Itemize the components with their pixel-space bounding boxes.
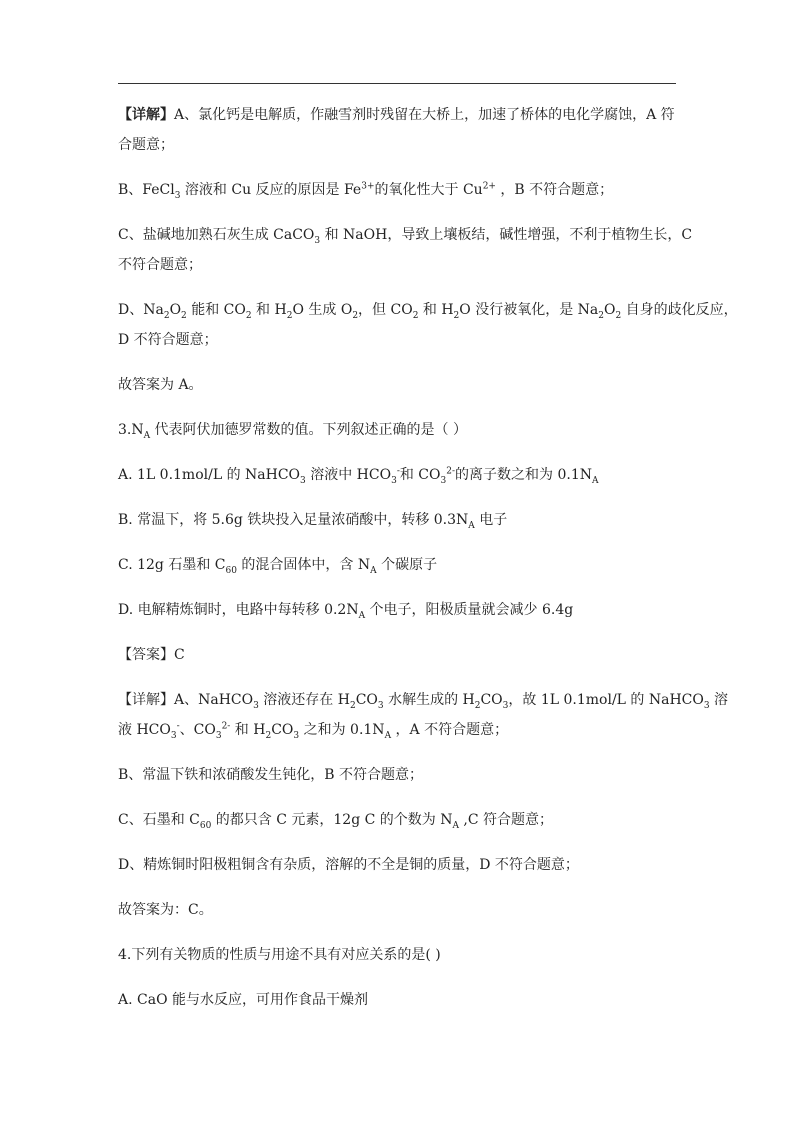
detail-d-line2: D 不符合题意； bbox=[118, 332, 218, 348]
detail3-d: D、精炼铜时阳极粗铜含有杂质，溶解的不全是铜的质量，D 不符合题意； bbox=[118, 857, 579, 873]
detail3-c: C、石墨和 $C_{60}$ 的都只含 C 元素，12g C 的个数为 $N_A$ ,C 符合题意； bbox=[118, 812, 554, 831]
detail-a-line1: 【详解】A、氯化钙是电解质，作融雪剂时残留在大桥上，加速了桥体的电化学腐蚀，A 符 bbox=[118, 107, 675, 123]
detail3-conclusion: 故答案为：C。 bbox=[118, 902, 213, 918]
question-3-option-c: C. 12g 石墨和 $C_{60}$ 的混合固体中，含 $N_A$ 个碳原子 bbox=[118, 557, 438, 576]
question-3-stem: $3.N_A$ 代表阿伏加德罗常数的值。下列叙述正确的是（ ） bbox=[118, 422, 468, 441]
question-3-option-b: B. 常温下，将 5.6g 铁块投入足量浓硝酸中，转移 $0.3N_A$ 电子 bbox=[118, 512, 508, 531]
detail-conclusion: 故答案为 A。 bbox=[118, 377, 203, 393]
header-rule bbox=[118, 83, 676, 84]
question-4-stem: 4.下列有关物质的性质与用途不具有对应关系的是( ) bbox=[118, 947, 441, 963]
question-3-option-d: D. 电解精炼铜时，电路中每转移 $0.2N_A$ 个电子，阳极质量就会减少 6.4g bbox=[118, 602, 574, 621]
detail-c-line2: 不符合题意； bbox=[118, 257, 202, 273]
detail3-line2: 液 $HCO_3^-$、$CO_3^{2-}$ 和 $H_2CO_3$ 之和为 $0.1N_A$ ，A 不符合题意； bbox=[118, 721, 509, 741]
detail3-b: B、常温下铁和浓硝酸发生钝化，B 不符合题意； bbox=[118, 767, 424, 783]
detail3-line1: 【详解】A、NaHCO$_3$ 溶液还存在 $H_2CO_3$ 水解生成的 $H_2CO_3$，故 1L 0.1mol/L 的 NaHCO$_3$ 溶 bbox=[118, 692, 729, 711]
detail-a-line2: 合题意； bbox=[118, 137, 174, 153]
detail-c-line1: C、盐碱地加熟石灰生成 CaCO$_3$ 和 NaOH，导致上壤板结，碱性增强，不利于植物生长，C bbox=[118, 227, 693, 246]
detail-d-line1: D、$Na_2O_2$ 能和 $CO_2$ 和 $H_2O$ 生成 $O_2$，但 $CO_2$ 和 $H_2O$ 没行被氧化，是 $Na_2O_2$ 自身的歧化反应， bbox=[118, 302, 738, 321]
question-3-answer: 【答案】C bbox=[118, 647, 185, 663]
question-3-option-a: A. 1L 0.1mol/L 的 NaHCO$_3$ 溶液中 $HCO_3^-$和 $CO_3^{2-}$的离子数之和为 $0.1N_A$ bbox=[118, 466, 599, 486]
detail-tag: 【详解】 bbox=[118, 107, 174, 123]
question-4-option-a: A. CaO 能与水反应，可用作食品干燥剂 bbox=[118, 992, 368, 1008]
detail-b: B、FeCl$_3$ 溶液和 Cu 反应的原因是 $Fe^{3+}$的氧化性大于 $Cu^{2+}$ ，B 不符合题意； bbox=[118, 181, 614, 201]
